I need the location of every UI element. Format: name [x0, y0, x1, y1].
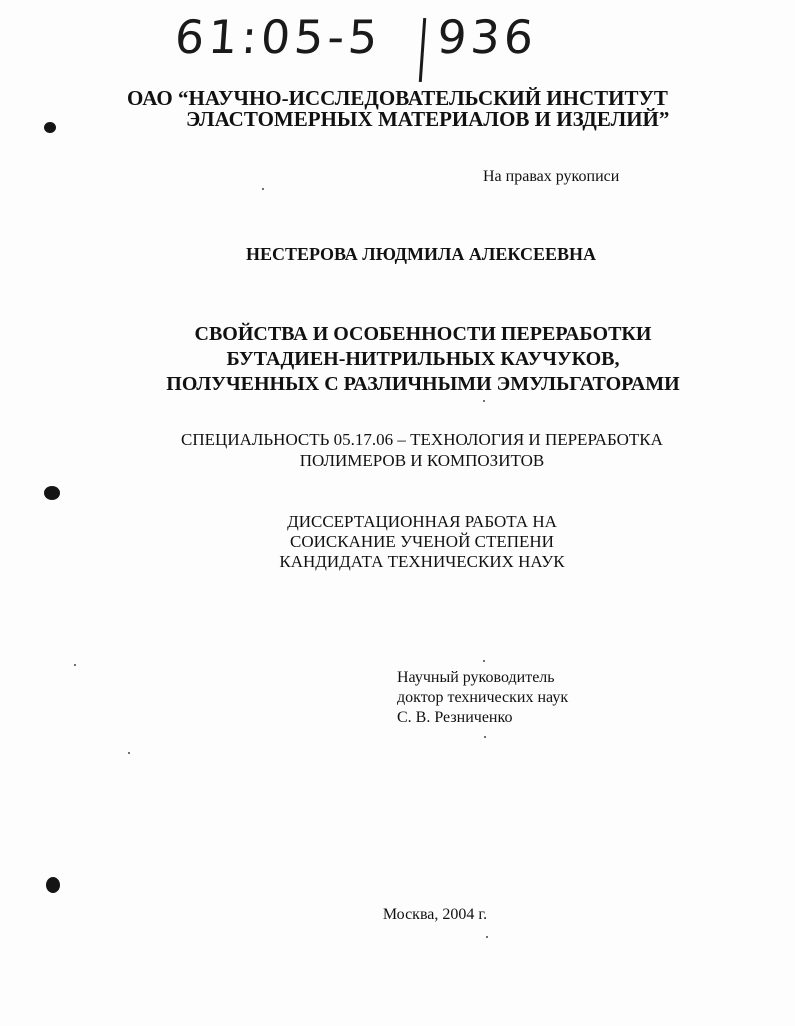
degree-block — [0, 512, 795, 572]
organization-line-2: ЭЛАСТОМЕРНЫХ МАТЕРИАЛОВ И ИЗДЕЛИЙ” — [186, 107, 670, 131]
specialty-block — [0, 429, 795, 471]
organization-line-1: ОАО “НАУЧНО-ИССЛЕДОВАТЕЛЬСКИЙ ИНСТИТУТ — [127, 86, 668, 110]
supervisor-block — [397, 668, 568, 728]
scan-speck — [74, 664, 76, 666]
specialty-line-1: СПЕЦИАЛЬНОСТЬ 05.17.06 – ТЕХНОЛОГИЯ И ПЕРЕРАБОТКА — [181, 430, 663, 449]
supervisor-degree: доктор технических наук — [397, 689, 569, 706]
title-line-2: БУТАДИЕН-НИТРИЛЬНЫХ КАУЧУКОВ, — [226, 348, 620, 370]
archive-mark-number: 61:05-5 — [173, 10, 384, 64]
archive-mark — [173, 10, 539, 64]
degree-line-1: ДИССЕРТАЦИОННАЯ РАБОТА НА — [287, 512, 557, 531]
scan-speck — [484, 736, 486, 738]
scan-speck — [128, 752, 130, 754]
supervisor-role: Научный руководитель — [397, 669, 555, 686]
scan-speck — [483, 660, 485, 662]
rights-note: На правах рукописи — [483, 168, 620, 185]
degree-line-2: СОИСКАНИЕ УЧЕНОЙ СТЕПЕНИ — [290, 532, 554, 551]
author-name: НЕСТЕРОВА ЛЮДМИЛА АЛЕКСЕЕВНА — [246, 244, 596, 264]
scan-speck — [486, 936, 488, 938]
title-line-1: СВОЙСТВА И ОСОБЕННОСТИ ПЕРЕРАБОТКИ — [194, 323, 652, 345]
binding-hole-mark — [46, 877, 60, 893]
specialty-line-2: ПОЛИМЕРОВ И КОМПОЗИТОВ — [299, 451, 545, 470]
dissertation-title — [0, 322, 795, 397]
scan-speck — [262, 188, 264, 190]
city-year: Москва, 2004 г. — [382, 906, 488, 923]
scan-speck — [483, 400, 485, 402]
title-line-3: ПОЛУЧЕННЫХ С РАЗЛИЧНЫМИ ЭМУЛЬГАТОРАМИ — [166, 373, 680, 395]
binding-hole-mark — [44, 122, 56, 133]
supervisor-name: С. В. Резниченко — [397, 709, 513, 726]
archive-mark-suffix: 936 — [435, 10, 540, 64]
binding-hole-mark — [44, 486, 60, 500]
degree-line-3: КАНДИДАТА ТЕХНИЧЕСКИХ НАУК — [279, 552, 565, 571]
